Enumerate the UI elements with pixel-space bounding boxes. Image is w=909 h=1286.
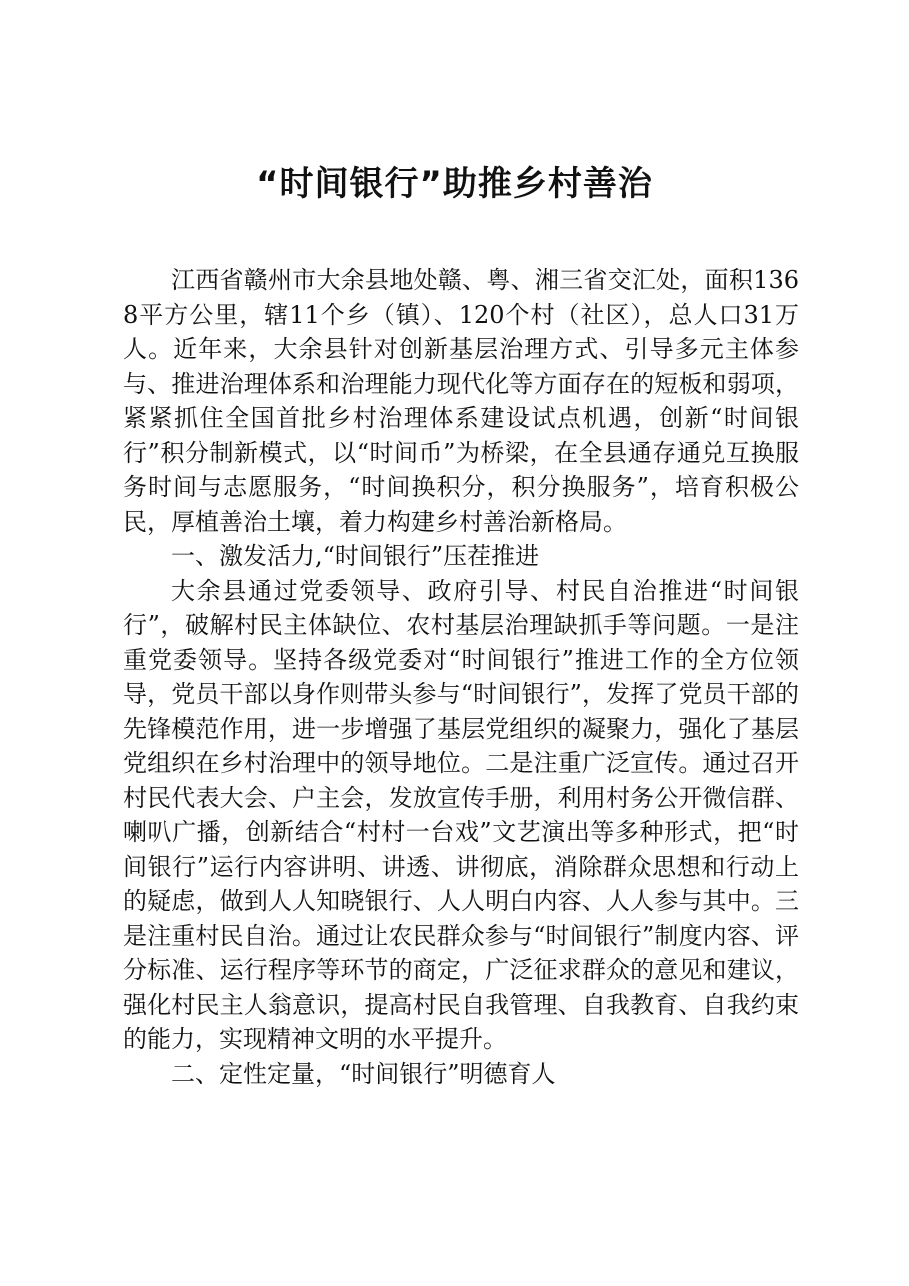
- section-heading-2: 二、定性定量，“时间银行”明德育人: [171, 1059, 556, 1088]
- document-title: “时间银行”助推乡村善治: [256, 164, 653, 204]
- document-body: [123, 263, 799, 1091]
- section-1-paragraph: 大余县通过党委领导、政府引导、村民自治推进“时间银行”，破解村民主体缺位、农村基层治理缺抓手等问题。一是注重党委领导。坚持各级党委对“时间银行”推进工作的全方位领导，党员干部以身作则带头参与“时间银行”，发挥了党员干部的先锋模范作用，进一步增强了基层党组织的凝聚力，强化了基层党组织在乡村治理中的领导地位。二是注重广泛宣传。通过召开村民代表大会、户主会，发放宣传手册，利用村务公开微信群、喇叭广播，创新结合“村村一台戏”文艺演出等多种形式，把“时间银行”运行内容讲明、讲透、讲彻底，消除群众思想和行动上的疑虑，做到人人知晓银行、人人明白内容、人人参与其中。三是注重村民自治。通过让农民群众参与“时间银行”制度内容、评分标准、运行程序等环节的商定，广泛征求群众的意见和建议，强化村民主人翁意识，提高村民自我管理、自我教育、自我约束的能力，实现精神文明的水平提升。: [123, 576, 799, 1053]
- section-heading-1: 一、激发活力,“时间银行”压茬推进: [171, 542, 540, 570]
- intro-paragraph: 江西省赣州市大余县地处赣、粤、湘三省交汇处，面积1368平方公里，辖11个乡（镇）、120个村（社区），总人口31万人。近年来，大余县针对创新基层治理方式、引导多元主体参与、推进治理体系和治理能力现代化等方面存在的短板和弱项，紧紧抓住全国首批乡村治理体系建设试点机遇，创新“时间银行”积分制新模式，以“时间币”为桥梁，在全县通存通兑互换服务时间与志愿服务，“时间换积分，积分换服务”，培育积极公民，厚植善治土壤，着力构建乡村善治新格局。: [123, 266, 799, 536]
